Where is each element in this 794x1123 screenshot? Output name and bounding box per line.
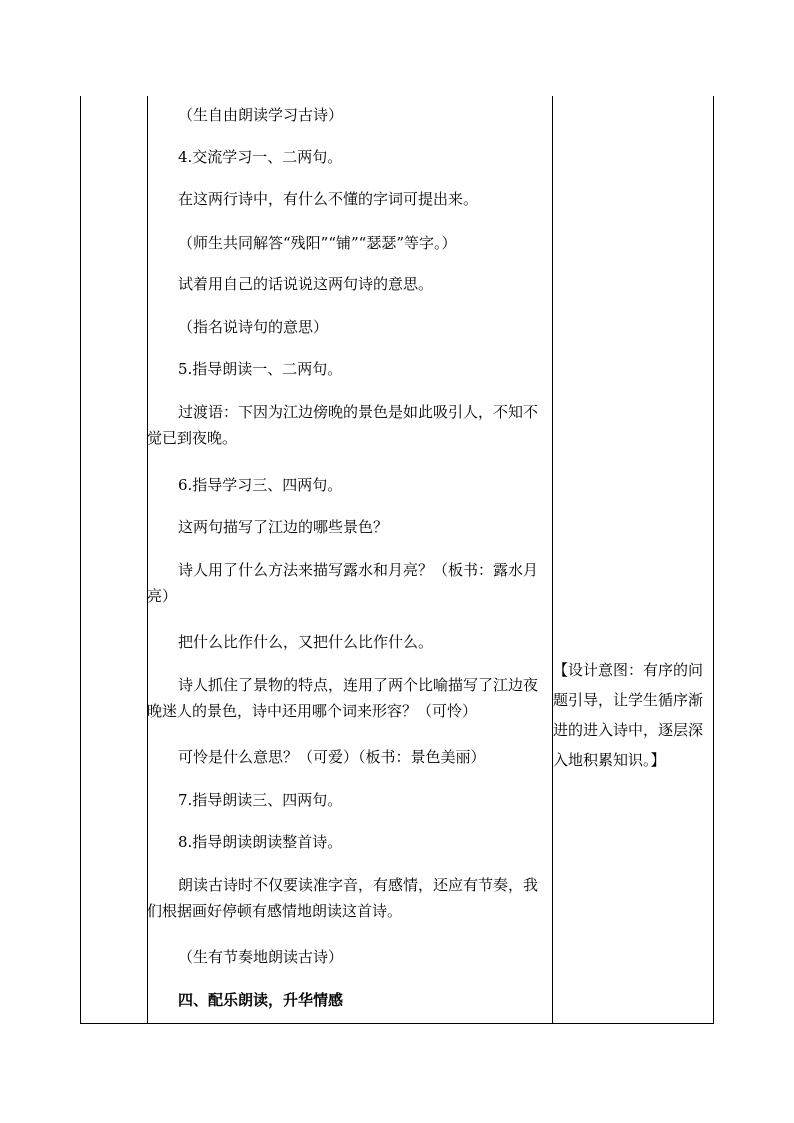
paragraph-step-7: 7.指导朗读三、四两句。: [178, 791, 343, 809]
paragraph-free-reading: （生自由朗读学习古诗）: [178, 106, 344, 124]
paragraph-unknown-words: 在这两行诗中，有什么不懂的字词可提出来。: [178, 190, 479, 208]
paragraph-rhythm: 朗读古诗时不仅要读准字音，有感情，还应有节奏，我们根据画好停顿有感情地朗读这首诗。: [147, 876, 539, 920]
table-border-right: [713, 96, 714, 1024]
paragraph-scenery-question: 这两句描写了江边的哪些景色？: [178, 518, 389, 536]
paragraph-explain-words: （师生共同解答“残阳”“铺”“瑟瑟”等字。）: [178, 234, 457, 252]
paragraph-meaning: （指名说诗句的意思）: [178, 318, 329, 336]
design-note: 【设计意图：有序的问题引导，让学生循序渐进的进入诗中，逐层深入地积累知识。】: [553, 661, 704, 769]
paragraph-own-words: 试着用自己的话说说这两句诗的意思。: [178, 275, 434, 293]
paragraph-step-6: 6.指导学习三、四两句。: [178, 476, 343, 494]
paragraph-kelian: 可怜是什么意思？（可爱）（板书：景色美丽）: [178, 748, 486, 766]
paragraph-rhythm-reading: （生有节奏地朗读古诗）: [178, 948, 344, 966]
table-border-left: [80, 96, 81, 1024]
paragraph-step-4: 4.交流学习一、二两句。: [178, 148, 343, 166]
paragraph-metaphor: 把什么比作什么，又把什么比作什么。: [178, 633, 434, 651]
table-border-bottom: [80, 1023, 714, 1024]
paragraph-step-8: 8.指导朗读朗读整首诗。: [178, 833, 343, 851]
paragraph-transition: 过渡语：下因为江边傍晚的景色是如此吸引人，不知不觉已到夜晚。: [147, 403, 539, 447]
paragraph-features: 诗人抓住了景物的特点，连用了两个比喻描写了江边夜晚迷人的景色，诗中还用哪个词来形容？（可怜）: [147, 676, 539, 720]
section-heading-four: 四、配乐朗读，升华情感: [178, 991, 344, 1009]
paragraph-step-5: 5.指导朗读一、二两句。: [178, 360, 343, 378]
paragraph-method-question: 诗人用了什么方法来描写露水和月亮？（板书：露水月亮）: [147, 561, 539, 605]
table-divider-2: [552, 96, 553, 1024]
